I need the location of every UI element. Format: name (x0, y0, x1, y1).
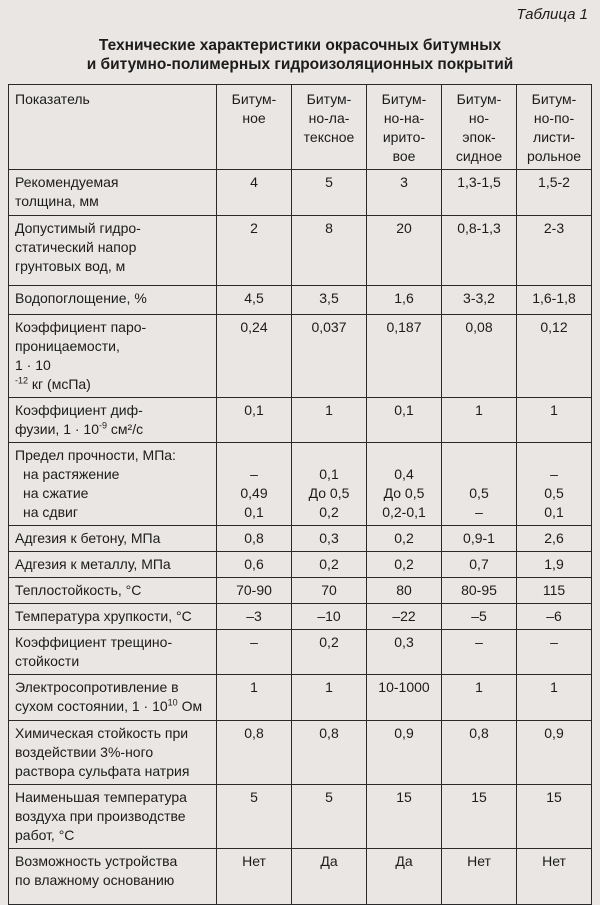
row-label: Коэффициент диф- фузии, $1 \cdot 10^{-9}$ см²/с (9, 398, 217, 443)
cell: 15 (517, 785, 592, 849)
cell: 5 (217, 785, 292, 849)
cell: 1 (442, 675, 517, 721)
header-col-bitumen: Битум- ное (217, 85, 292, 170)
table-row (9, 849, 592, 905)
cell: 0,08 (442, 315, 517, 398)
cell: 3 (367, 170, 442, 216)
cell: 20 (367, 216, 442, 286)
cell: 1 (217, 675, 292, 721)
cell: 15 (442, 785, 517, 849)
cell: –22 (367, 604, 442, 630)
cell: 0,2 (292, 630, 367, 675)
cell: 0,037 (292, 315, 367, 398)
cell: 0,1 (217, 398, 292, 443)
row-label: Водопоглощение, % (9, 286, 217, 315)
header-col-epoxy: Битум- но- эпок- сидное (442, 85, 517, 170)
table-row (9, 552, 592, 578)
header-col-nairit: Битум- но-на- иритo- вое (367, 85, 442, 170)
cell: 80 (367, 578, 442, 604)
cell: 5 (292, 170, 367, 216)
row-label: Допустимый гидро- статический напор грунтовых вод, м (9, 216, 217, 286)
table-caption: Таблица 1 (516, 6, 588, 23)
table-row (9, 578, 592, 604)
cell: 0,9 (517, 721, 592, 785)
table-row (9, 170, 592, 216)
cell: Да (292, 849, 367, 905)
row-label: Температура хрупкости, °С (9, 604, 217, 630)
cell: 8 (292, 216, 367, 286)
cell: 0,187 (367, 315, 442, 398)
table-row (9, 286, 592, 315)
cell: 0,3 (367, 630, 442, 675)
cell: 1 (292, 398, 367, 443)
cell: 4 (217, 170, 292, 216)
cell: Нет (217, 849, 292, 905)
cell: 0,6 (217, 552, 292, 578)
cell: – (442, 630, 517, 675)
table-row (9, 216, 592, 286)
table-row (9, 315, 592, 398)
row-label: Коэффициент трещино- стойкости (9, 630, 217, 675)
row-label: Наименьшая температура воздуха при производстве работ, °С (9, 785, 217, 849)
cell: –3 (217, 604, 292, 630)
table-title (0, 36, 600, 74)
cell: Нет (442, 849, 517, 905)
cell: 1 (292, 675, 367, 721)
cell: –5 (442, 604, 517, 630)
cell: 0,8-1,3 (442, 216, 517, 286)
cell: 10-1000 (367, 675, 442, 721)
cell: – 0,49 0,1 (217, 443, 292, 526)
cell: 1,6-1,8 (517, 286, 592, 315)
cell: Да (367, 849, 442, 905)
cell: 1,3-1,5 (442, 170, 517, 216)
cell: 5 (292, 785, 367, 849)
row-label: Электросопротивление в сухом состоянии, $1 \cdot 10^{10}$ Ом (9, 675, 217, 721)
row-label: Адгезия к металлу, МПа (9, 552, 217, 578)
cell: 2,6 (517, 526, 592, 552)
table-row (9, 785, 592, 849)
cell: –6 (517, 604, 592, 630)
table-row (9, 526, 592, 552)
row-label: Теплостойкость, °С (9, 578, 217, 604)
cell: 0,9 (367, 721, 442, 785)
cell: 0,8 (292, 721, 367, 785)
table-row (9, 721, 592, 785)
cell: 0,2 (367, 552, 442, 578)
row-label: Адгезия к бетону, МПа (9, 526, 217, 552)
cell: 3,5 (292, 286, 367, 315)
cell: 3-3,2 (442, 286, 517, 315)
cell: –10 (292, 604, 367, 630)
cell: 0,8 (442, 721, 517, 785)
cell: 0,5 – (442, 443, 517, 526)
cell: – (517, 630, 592, 675)
row-label: Рекомендуемая толщина, мм (9, 170, 217, 216)
table-row (9, 443, 592, 526)
cell: 0,8 (217, 721, 292, 785)
row-label: Химическая стойкость при воздействии 3%-ного раствора сульфата натрия (9, 721, 217, 785)
cell: 0,1 (367, 398, 442, 443)
cell: 0,4 До 0,5 0,2-0,1 (367, 443, 442, 526)
cell: 1 (442, 398, 517, 443)
cell: 1,9 (517, 552, 592, 578)
cell: 115 (517, 578, 592, 604)
row-label: Предел прочности, МПа: на растяжение на сжатие на сдвиг (9, 443, 217, 526)
header-col-polystyrene: Битум- но-по- листи- рольное (517, 85, 592, 170)
cell: 0,8 (217, 526, 292, 552)
cell: 0,24 (217, 315, 292, 398)
header-row (9, 85, 592, 170)
table-row (9, 398, 592, 443)
cell: 4,5 (217, 286, 292, 315)
table-row (9, 630, 592, 675)
header-col-latex: Битум- но-ла- тексное (292, 85, 367, 170)
cell: 70 (292, 578, 367, 604)
cell: 70-90 (217, 578, 292, 604)
cell: 0,2 (367, 526, 442, 552)
cell: – 0,5 0,1 (517, 443, 592, 526)
table-row (9, 675, 592, 721)
row-label: Коэффициент паро- проницаемости, 1 · 10 $^{-12}$ кг (мсПа) (9, 315, 217, 398)
cell: 1 (517, 675, 592, 721)
cell: 0,7 (442, 552, 517, 578)
cell: 2-3 (517, 216, 592, 286)
cell: 0,1 До 0,5 0,2 (292, 443, 367, 526)
cell: 1,6 (367, 286, 442, 315)
table-row (9, 604, 592, 630)
cell: 2 (217, 216, 292, 286)
header-label: Показатель (9, 85, 217, 170)
cell: 1,5-2 (517, 170, 592, 216)
cell: – (217, 630, 292, 675)
cell: Нет (517, 849, 592, 905)
cell: 1 (517, 398, 592, 443)
characteristics-table (8, 84, 592, 905)
cell: 0,12 (517, 315, 592, 398)
cell: 0,3 (292, 526, 367, 552)
row-label: Возможность устройства по влажному основанию (9, 849, 217, 905)
cell: 80-95 (442, 578, 517, 604)
cell: 15 (367, 785, 442, 849)
title-line: и битумно-полимерных гидроизоляционных покрытий (86, 56, 514, 73)
title-line: Технические характеристики окрасочных битумных (98, 37, 502, 54)
cell: 0,9-1 (442, 526, 517, 552)
cell: 0,2 (292, 552, 367, 578)
